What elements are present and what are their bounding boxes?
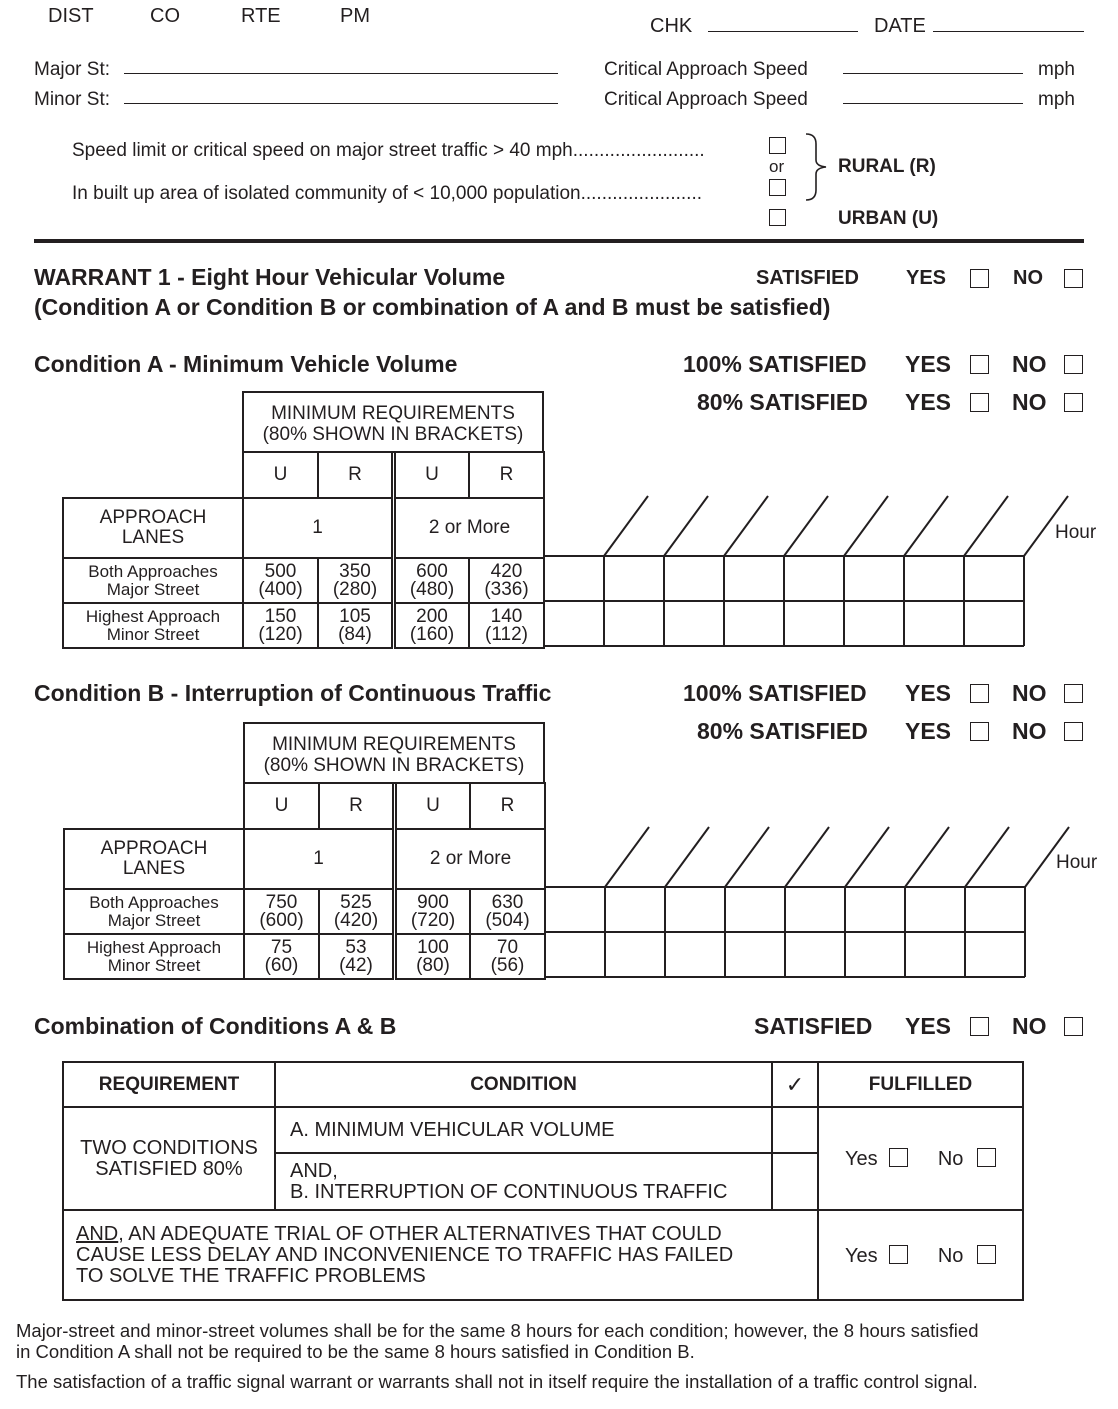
two-conditions-label: TWO CONDITIONS <box>80 1136 258 1159</box>
combination-no-checkbox[interactable] <box>1064 1017 1083 1036</box>
value-80: (60) <box>264 954 299 976</box>
trial-line3: TO SOLVE THE TRAFFIC PROBLEMS <box>76 1264 426 1287</box>
value-80: (84) <box>338 623 372 645</box>
warrant-subtitle: (Condition A or Condition B or combination of A and B must be satisfied) <box>34 294 831 320</box>
value: 105 <box>339 605 371 627</box>
value-80: (336) <box>484 578 529 600</box>
combination-satisfied-label: SATISFIED <box>754 1013 873 1039</box>
minor-street-label: Minor St: <box>34 89 111 110</box>
value-80: (120) <box>258 623 303 645</box>
builtup-criterion-text: In built up area of isolated community of < 10,000 population....................... <box>72 183 702 204</box>
no-label: No <box>937 1244 964 1267</box>
condition-a-100-no-checkbox[interactable] <box>1064 355 1083 374</box>
condition-b-100-label: 100% SATISFIED <box>683 680 867 706</box>
condition-a-80-yes-checkbox[interactable] <box>970 393 989 412</box>
hour-label: Hour <box>1056 852 1098 873</box>
footer-note-2: The satisfaction of a traffic signal warrant or warrants shall not in itself require the installation of a traffic control signal. <box>16 1371 978 1392</box>
combination-table <box>62 1061 1024 1301</box>
condition-a-hour-grid <box>540 494 1118 650</box>
mph-label-major: mph <box>1038 59 1075 80</box>
condition-a-100-yes-label: YES <box>905 351 952 377</box>
major-street-sublabel: Major Street <box>106 579 200 599</box>
major-critical-speed-label: Critical Approach Speed <box>604 59 808 80</box>
or-label: or <box>769 157 785 176</box>
table-row <box>63 558 544 603</box>
chk-label: CHK <box>650 15 693 37</box>
major-street-sublabel: Major Street <box>107 910 201 930</box>
value: 75 <box>270 936 293 958</box>
condition-b-min-req-header <box>243 722 545 784</box>
condition-b-80-no-label: NO <box>1012 718 1047 744</box>
condition-b-check-cell[interactable] <box>772 1153 818 1210</box>
condition-b-100-no-checkbox[interactable] <box>1064 684 1083 703</box>
warrant-yes-checkbox[interactable] <box>970 269 989 288</box>
speed-criterion-text: Speed limit or critical speed on major street traffic > 40 mph......................... <box>72 140 705 161</box>
table-row <box>64 934 545 979</box>
warrant-title: WARRANT 1 - Eight Hour Vehicular Volume <box>34 264 506 290</box>
condition-a-100-label: 100% SATISFIED <box>683 351 867 377</box>
col-u: U <box>243 452 318 498</box>
col-u: U <box>244 783 319 829</box>
warrant-no-label: NO <box>1013 267 1043 289</box>
value: 630 <box>491 891 524 913</box>
one-lane-label: 1 <box>244 829 395 889</box>
condition-a-80-label: 80% SATISFIED <box>697 389 868 415</box>
value: 70 <box>496 936 519 958</box>
condition-b-80-no-checkbox[interactable] <box>1064 722 1083 741</box>
urban-label: URBAN (U) <box>838 208 939 229</box>
two-or-more-label: 2 or More <box>394 498 545 558</box>
chk-field[interactable] <box>708 31 858 32</box>
value-80: (42) <box>339 954 373 976</box>
minor-critical-speed-label: Critical Approach Speed <box>604 89 808 110</box>
section-divider <box>34 239 1084 243</box>
dist-label: DIST <box>48 5 94 27</box>
condition-a-ur-header <box>242 451 545 499</box>
col-r: R <box>469 452 544 498</box>
fulfilled-no-checkbox[interactable] <box>977 1148 996 1167</box>
value: 140 <box>490 605 523 627</box>
col-r: R <box>470 783 545 829</box>
builtup-criterion-checkbox[interactable] <box>769 179 786 196</box>
trial-no-checkbox[interactable] <box>977 1245 996 1264</box>
condition-a-80-no-label: NO <box>1012 389 1047 415</box>
value: 200 <box>416 605 448 627</box>
condition-a-80-no-checkbox[interactable] <box>1064 393 1083 412</box>
major-street-field[interactable] <box>124 73 558 74</box>
combination-no-label: NO <box>1012 1013 1047 1039</box>
condition-b-ur-header <box>243 782 546 830</box>
value: 525 <box>340 891 372 913</box>
urban-checkbox[interactable] <box>769 209 786 226</box>
footer-note-1-line1: Major-street and minor-street volumes shall be for the same 8 hours for each condition; however, the 8 hours satisfied <box>16 1320 979 1341</box>
col-condition: CONDITION <box>275 1062 772 1107</box>
condition-b-100-yes-checkbox[interactable] <box>970 684 989 703</box>
brace-icon <box>802 132 832 202</box>
two-or-more-label: 2 or More <box>395 829 546 889</box>
yes-label: Yes <box>845 1148 878 1170</box>
value: 420 <box>490 560 523 582</box>
two-conditions-sublabel: SATISFIED 80% <box>95 1157 243 1180</box>
trial-and-label: AND <box>76 1222 119 1245</box>
condition-a-row: A. MINIMUM VEHICULAR VOLUME <box>275 1107 772 1153</box>
hour-label: Hour <box>1055 522 1097 543</box>
value-80: (720) <box>410 909 456 931</box>
combination-yes-label: YES <box>905 1013 952 1039</box>
county-label: CO <box>150 5 180 27</box>
value-80: (400) <box>258 578 303 600</box>
mph-label-minor: mph <box>1038 89 1075 110</box>
col-u: U <box>395 783 471 829</box>
footer-note-1 <box>16 1320 978 1362</box>
combination-title: Combination of Conditions A & B <box>34 1013 397 1039</box>
value: 750 <box>265 891 298 913</box>
condition-a-100-no-label: NO <box>1012 351 1047 377</box>
col-r: R <box>318 452 394 498</box>
date-field[interactable] <box>933 31 1084 32</box>
value-80: (420) <box>333 909 379 931</box>
value: 53 <box>345 936 367 958</box>
trial-line1: , AN ADEQUATE TRIAL OF OTHER ALTERNATIVES THAT COULD <box>118 1222 722 1245</box>
min-req-line2: (80% SHOWN IN BRACKETS) <box>262 424 524 445</box>
highest-approach-label: Highest Approach <box>85 606 221 626</box>
yes-label: Yes <box>845 1244 878 1267</box>
value-80: (280) <box>332 578 378 600</box>
condition-b-title: Condition B - Interruption of Continuous Traffic <box>34 680 552 706</box>
one-lane-label: 1 <box>243 498 394 558</box>
trial-yes-checkbox[interactable] <box>889 1245 908 1264</box>
condition-a-title: Condition A - Minimum Vehicle Volume <box>34 351 458 377</box>
condition-a-check-cell[interactable] <box>772 1107 818 1153</box>
value: 500 <box>264 560 297 582</box>
route-label: RTE <box>241 5 281 27</box>
approach-lanes-label: APPROACH LANES <box>100 838 208 879</box>
postmile-label: PM <box>340 5 370 27</box>
table-row <box>64 889 545 934</box>
both-approaches-label: Both Approaches <box>88 561 218 581</box>
value-80: (160) <box>409 623 455 645</box>
table-row <box>63 603 544 648</box>
fulfilled-cell-2 <box>818 1210 1023 1300</box>
value-80: (112) <box>485 623 528 645</box>
major-critical-speed-field[interactable] <box>843 73 1023 74</box>
warrant-yes-label: YES <box>906 267 947 289</box>
min-req-line1: MINIMUM REQUIREMENTS <box>271 403 515 424</box>
both-approaches-label: Both Approaches <box>89 892 219 912</box>
condition-a-min-req-header <box>242 391 544 453</box>
speed-criterion-checkbox[interactable] <box>769 137 786 154</box>
footer-note-1-line2: in Condition A shall not be required to be the same 8 hours satisfied in Condition B. <box>16 1341 695 1362</box>
condition-b-100-yes-label: YES <box>905 680 952 706</box>
condition-b-80-yes-label: YES <box>905 718 952 744</box>
minor-street-sublabel: Minor Street <box>106 624 200 644</box>
value-80: (480) <box>409 578 455 600</box>
trial-line2: CAUSE LESS DELAY AND INCONVENIENCE TO TRAFFIC HAS FAILED <box>76 1243 734 1266</box>
and-label: AND, <box>290 1159 338 1182</box>
value: 900 <box>417 891 449 913</box>
condition-a-requirements-table <box>62 497 545 649</box>
value-80: (80) <box>416 954 450 976</box>
value: 100 <box>417 936 449 958</box>
major-street-label: Major St: <box>34 59 111 80</box>
approach-lanes-label: APPROACH LANES <box>99 507 207 548</box>
no-label: No <box>937 1148 964 1170</box>
minor-street-sublabel: Minor Street <box>107 955 201 975</box>
min-req-line2: (80% SHOWN IN BRACKETS) <box>263 755 525 776</box>
condition-b-row: B. INTERRUPTION OF CONTINUOUS TRAFFIC <box>290 1180 728 1203</box>
condition-b-80-yes-checkbox[interactable] <box>970 722 989 741</box>
warrant-no-checkbox[interactable] <box>1064 269 1083 288</box>
condition-b-80-label: 80% SATISFIED <box>697 718 868 744</box>
fulfilled-yes-checkbox[interactable] <box>889 1148 908 1167</box>
condition-b-hour-grid <box>541 825 1118 981</box>
value-80: (600) <box>259 909 304 931</box>
condition-a-80-yes-label: YES <box>905 389 952 415</box>
condition-a-100-yes-checkbox[interactable] <box>970 355 989 374</box>
value-80: (56) <box>490 954 525 976</box>
value: 600 <box>416 560 448 582</box>
fulfilled-cell-1 <box>818 1107 1023 1210</box>
col-r: R <box>319 783 395 829</box>
condition-b-100-no-label: NO <box>1012 680 1047 706</box>
rural-label: RURAL (R) <box>838 156 936 177</box>
combination-yes-checkbox[interactable] <box>970 1017 989 1036</box>
col-requirement: REQUIREMENT <box>63 1062 275 1107</box>
col-u: U <box>394 452 470 498</box>
condition-b-requirements-table <box>63 828 546 980</box>
highest-approach-label: Highest Approach <box>86 937 222 957</box>
col-fulfilled: FULFILLED <box>818 1062 1023 1107</box>
value: 350 <box>339 560 371 582</box>
minor-street-field[interactable] <box>124 103 558 104</box>
minor-critical-speed-field[interactable] <box>843 103 1023 104</box>
value: 150 <box>264 605 297 627</box>
value-80: (504) <box>485 909 530 931</box>
date-label: DATE <box>874 15 926 37</box>
warrant-satisfied-label: SATISFIED <box>756 267 859 289</box>
min-req-line1: MINIMUM REQUIREMENTS <box>272 734 516 755</box>
col-check: ✓ <box>772 1062 818 1107</box>
